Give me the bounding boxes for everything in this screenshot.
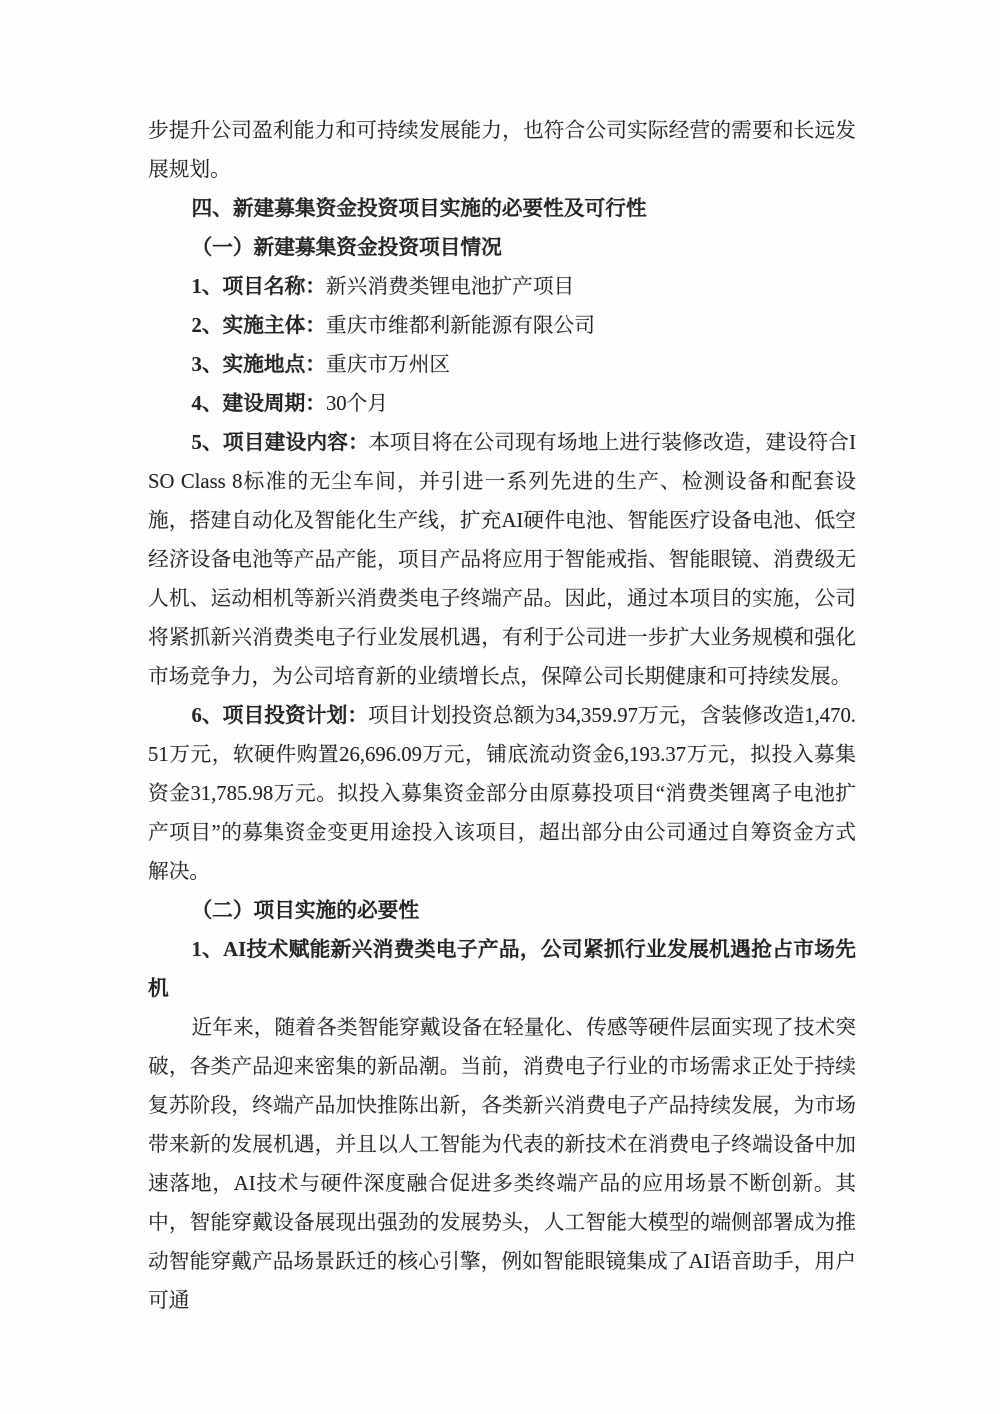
numbered-item [148,346,856,385]
item-label: 4、建设周期： [191,393,326,415]
document-content [148,112,856,1321]
numbered-item [148,307,856,346]
item-text: 重庆市万州区 [325,354,451,376]
item-text: 新兴消费类锂电池扩产项目 [325,276,575,298]
item-text: 重庆市维都利新能源有限公司 [325,315,595,337]
sub-subsection-heading: 1、AI技术赋能新兴消费类电子产品，公司紧抓行业发展机遇抢占市场先机 [148,939,856,1000]
item-text: 30个月 [325,393,389,415]
item-label: 2、实施主体： [191,315,326,337]
item-label: 1、项目名称： [191,276,326,298]
subsection-heading: （一）新建募集资金投资项目情况 [191,237,502,259]
item-label: 5、项目建设内容： [191,432,369,454]
numbered-item [148,268,856,307]
numbered-item [148,697,856,892]
body-paragraph-continued: 步提升公司盈利能力和可持续发展能力，也符合公司实际经营的需要和长远发展规划。 [148,120,856,181]
item-text: 本项目将在公司现有场地上进行装修改造，建设符合ISO Class 8标准的无尘车间，并引进一系列先进的生产、检测设备和配套设施，搭建自动化及智能化生产线，扩充AI硬件电池、智能医疗设备电池、低空经济设备电池等产品产能，项目产品将应用于智能戒指、智能眼镜、消费级无人机、运动相机等新兴消费类电子终端产品。因此，通过本项目的实施，公司将紧抓新兴消费类电子行业发展机遇，有利于公司进一步扩大业务规模和强化市场竞争力，为公司培育新的业绩增长点，保障公司长期健康和可持续发展。 [148,432,856,688]
item-label: 6、项目投资计划： [191,705,369,727]
numbered-item [148,424,856,697]
item-text: 项目计划投资总额为34,359.97万元，含装修改造1,470.51万元，软硬件购置26,696.09万元，铺底流动资金6,193.37万元，拟投入募集资金31,785.98万元。拟投入募集资金部分由原募投项目“消费类锂离子电池扩产项目”的募集资金变更用途投入该项目，超出部分由公司通过自筹资金方式解决。 [148,705,856,883]
numbered-item [148,385,856,424]
body-paragraph: 近年来，随着各类智能穿戴设备在轻量化、传感等硬件层面实现了技术突破，各类产品迎来密集的新品潮。当前，消费电子行业的市场需求正处于持续复苏阶段，终端产品加快推陈出新，各类新兴消费电子产品持续发展，为市场带来新的发展机遇，并且以人工智能为代表的新技术在消费电子终端设备中加速落地，AI技术与硬件深度融合促进多类终端产品的应用场景不断创新。其中，智能穿戴设备展现出强劲的发展势头，人工智能大模型的端侧部署成为推动智能穿戴产品场景跃迁的核心引擎，例如智能眼镜集成了AI语音助手，用户可通 [148,1017,856,1312]
subsection-heading: （二）项目实施的必要性 [191,900,420,922]
section-heading: 四、新建募集资金投资项目实施的必要性及可行性 [191,198,647,220]
item-label: 3、实施地点： [191,354,326,376]
